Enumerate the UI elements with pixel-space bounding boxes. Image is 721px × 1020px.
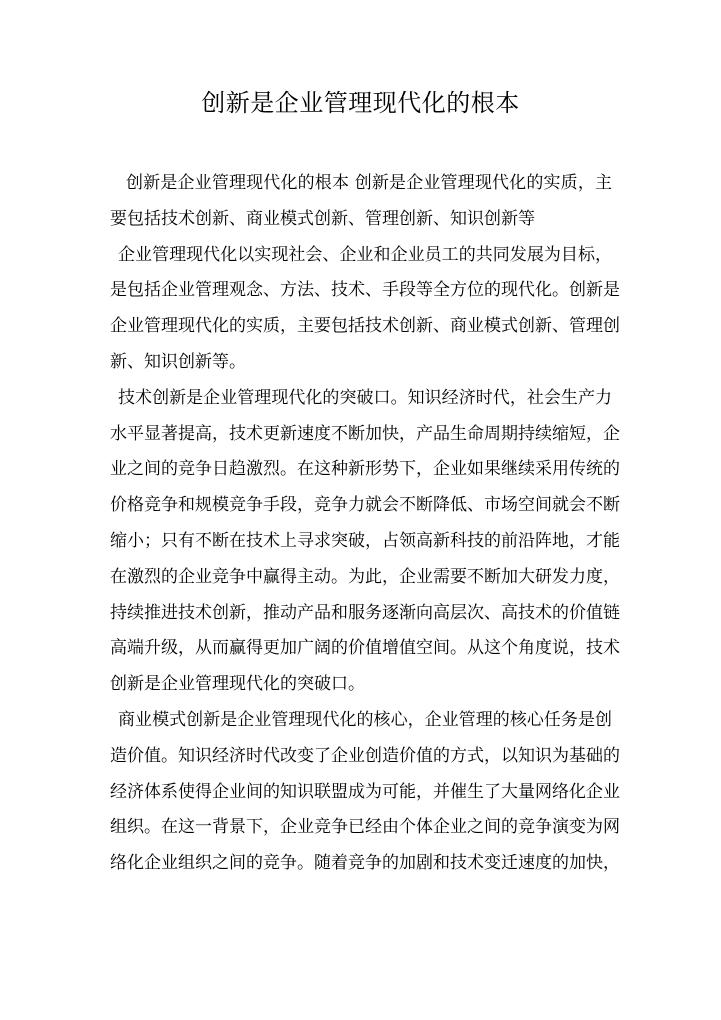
paragraph-line: 价格竞争和规模竞争手段，竞争力就会不断降低、市场空间就会不断 [110, 495, 620, 516]
paragraph-line: 持续推进技术创新，推动产品和服务逐渐向高层次、高技术的价值链 [110, 602, 620, 623]
paragraph-line: 水平显著提高，技术更新速度不断加快，产品生命周期持续缩短，企 [110, 423, 620, 444]
paragraph-line: 商业模式创新是企业管理现代化的核心，企业管理的核心任务是创 [118, 709, 612, 730]
paragraph-line: 业之间的竞争日趋激烈。在这种新形势下，企业如果继续采用传统的 [110, 459, 620, 480]
document-body [110, 166, 620, 882]
paragraph-line: 创新是企业管理现代化的突破口。 [110, 674, 365, 695]
paragraph-line: 经济体系使得企业间的知识联盟成为可能，并催生了大量网络化企业 [110, 781, 620, 802]
paragraph-line: 企业管理现代化以实现社会、企业和企业员工的共同发展为目标， [118, 244, 612, 265]
paragraph-line: 创新是企业管理现代化的根本 创新是企业管理现代化的实质，主 [126, 173, 612, 193]
paragraph-overview [110, 238, 620, 381]
paragraph-line: 在激烈的企业竞争中赢得主动。为此，企业需要不断加大研发力度， [110, 566, 620, 587]
paragraph-line: 组织。在这一背景下，企业竞争已经由个体企业之间的竞争演变为网 [110, 817, 620, 838]
paragraph-line: 造价值。知识经济时代改变了企业创造价值的方式，以知识为基础的 [110, 745, 620, 766]
paragraph-line: 是包括企业管理观念、方法、技术、手段等全方位的现代化。创新是 [110, 280, 620, 301]
paragraph-line: 技术创新是企业管理现代化的突破口。知识经济时代，社会生产力 [118, 387, 612, 408]
paragraph-line: 企业管理现代化的实质，主要包括技术创新、商业模式创新、管理创 [110, 316, 620, 337]
paragraph-line: 新、知识创新等。 [110, 351, 246, 372]
paragraph-technology-innovation [110, 381, 620, 703]
paragraph-line: 高端升级，从而赢得更加广阔的价值增值空间。从这个角度说，技术 [110, 638, 620, 659]
paragraph-line: 络化企业组织之间的竞争。随着竞争的加剧和技术变迁速度的加快， [110, 853, 620, 874]
paragraph-intro [110, 166, 612, 238]
paragraph-line: 要包括技术创新、商业模式创新、管理创新、知识创新等 [110, 208, 535, 229]
paragraph-business-model-innovation [110, 703, 620, 882]
document-title: 创新是企业管理现代化的根本 [201, 89, 520, 117]
paragraph-line: 缩小；只有不断在技术上寻求突破，占领高新科技的前沿阵地，才能 [110, 530, 620, 551]
